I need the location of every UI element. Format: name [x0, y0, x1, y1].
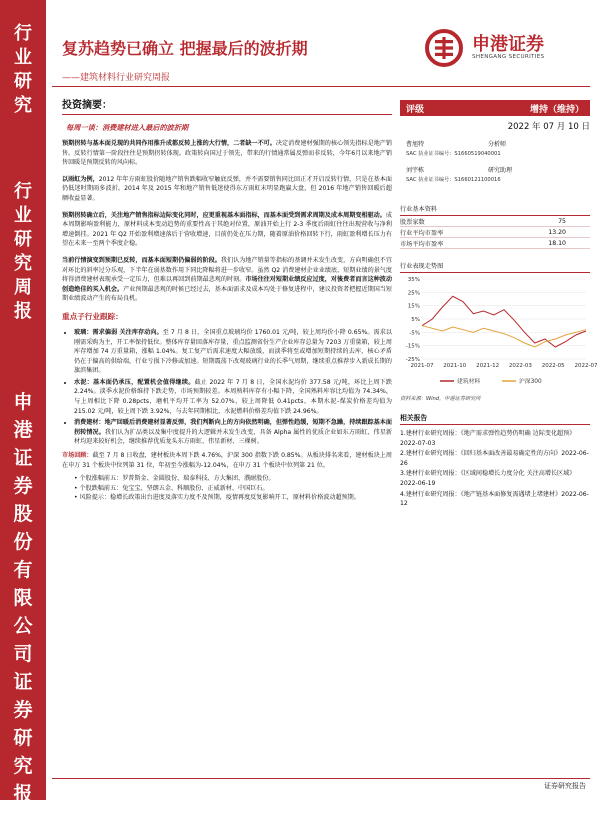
item-body: 我们认为扩品类以及集中度提升的大逻辑并未发生改变，具备 Alpha 属性的优质企业如东方雨虹、伟星新材均迎来较好机会，继续推荐优质龙头东方雨虹、伟星新材、三棵树。: [74, 428, 393, 446]
analyst-role: 研究助理: [488, 167, 513, 174]
chart-xtick-label: 2021-10: [443, 363, 467, 369]
legend-label: 沪深300: [519, 379, 542, 385]
header-divider: [52, 86, 590, 87]
table-cell-label: 行业平均市盈率: [400, 227, 497, 238]
analyst-role: 分析师: [488, 141, 507, 148]
related-reports-list: [400, 429, 590, 509]
logo-text-cn: 申港证券: [472, 34, 544, 55]
risk-warning-text: 风险提示：稳增长政策出台进度及落实力度不及预期，疫情再度反复影响开工，原材料价格波动超预期。: [79, 494, 360, 502]
left-sidebar: [0, 0, 46, 833]
analyst-cert-row: [400, 150, 590, 160]
chart-ytick-label: -5%: [409, 330, 420, 337]
chart-ytick-label: -25%: [405, 357, 420, 363]
list-item: [74, 378, 392, 416]
stock-losers-text: 个股跌幅前五：兔宝宝、坚朗五金、科顺股份、正威新材、中国巨石。: [79, 484, 269, 492]
analyst-cert: SAC 执业证书编号：S1660121100016: [406, 177, 501, 183]
paragraph-emphasis: 市场往往对短期业绩反应过度，对後费者而言这种波动创造绝佳的买入机会。: [62, 276, 393, 293]
industry-list: [62, 328, 392, 447]
table-cell-value: 18.10: [497, 238, 590, 249]
chart-ytick-label: 25%: [407, 290, 420, 297]
paragraph-body: 成本周期影响盈利能力，原材料成本变动趋势的重要性高于其绝对位置，原油开始上行 2-3 季度后雨虹往往出现营收与净利增速倒挂。2021 年 Q2 开始盈利增速落后于营收增速，目前仍处在压力期，随着原油价格回转下行，雨虹盈利增长压力有望在未来一至两个季度企稳。: [62, 211, 392, 248]
table-cell-label: 市场平均市盈率: [400, 238, 497, 249]
report-date: 2022 年 07 月 10 日: [507, 122, 590, 132]
chart-xtick-label: 2022-03: [508, 363, 532, 369]
chart-ytick-label: -15%: [405, 343, 420, 350]
summary-heading: 投资摘要：: [62, 96, 392, 115]
list-item: [74, 418, 392, 447]
market-review: [62, 451, 392, 470]
paragraph-body: 2012 年年方雨虹股价随地产销售跌幅收窄触底反弹，并不需要销售同比回正才开启反转行情，只是在基本面仍低迷时期雨多波折。2014 年及 2015 年和地产销售低迷使得东方雨虹末明显跑赢大盘，但 2016 年地产销售回暖后超额收益显著。: [62, 175, 393, 202]
paragraph-body: 决定消费建材强期的核心领先指标是地产销售。反转行情第一阶段往往是预期拐转体现。政策转向国过于领先，带来的行情通常属反弹而非反转，今年6月以来地产销售回暖是预期反转的风向标。: [62, 140, 393, 167]
analyst-name: 刘宇栋: [406, 167, 425, 174]
chart-xtick-label: 2022-05: [541, 363, 565, 369]
list-item: [74, 328, 392, 376]
report-subtitle: ——建筑材料行业研究周报: [62, 73, 171, 83]
sidebar-category-label: 行 业 研 究: [14, 23, 32, 116]
rating-bar: [400, 100, 590, 116]
chart-xtick-label: 2022-07: [574, 363, 598, 369]
analyst-block: [400, 140, 590, 186]
basic-data-table: [400, 216, 590, 249]
paragraph-body: 产业预期最悲观的时候已经过去，基本面需求及成本均处于修复进程中，建议投资者把握近期国当短期业绩波动产生的布局良机。: [62, 285, 393, 303]
table-cell-label: 股票家数: [400, 216, 497, 227]
table-row: [400, 238, 590, 249]
analyst-row: [400, 166, 590, 176]
report-title: 复苏趋势已确立 把握最后的波折期: [62, 39, 308, 58]
chart-ytick-label: 35%: [407, 277, 420, 283]
rating-label: 评级: [406, 105, 425, 115]
related-report-link[interactable]: 2.建材行业研究周报：《回归基本面改善最易确定性的方向》2022-06-26: [400, 450, 589, 467]
analyst-cert-row: [400, 176, 590, 186]
main-content: [62, 96, 392, 503]
item-body: 至 7 月 8 日，全国重点玻璃均价 1760.01 元/吨，较上周均价小降 0.65%。需求以刚需采购为主，开工率保持低位。整体库存量回落库存量，重点监测省份生产企业库存总量为 7203 万重量箱，较上周库存增加 74 万重量箱，涨幅 1.04%。复工复产后需求速度大幅放缓，而淡季将至或增加短期持续的去库，核心矛盾仍在于偏高的供给端，行业亏损下冷修或加速。短期震荡下改观玻璃行业的长季气周期，继续重点推荐步入新成长期的旗滨集团。: [74, 328, 392, 375]
chart-xtick-label: 2021-12: [476, 363, 500, 369]
related-reports-title: 相关报告: [400, 412, 590, 425]
basic-data-title: 行业基本资料: [400, 204, 590, 216]
related-report-link[interactable]: 1.建材行业研究周报：《地产需求弹性趋势仍明确 边际变化超预》2022-07-03: [400, 430, 576, 447]
item-lead: 玻璃：需求偏弱 关注库存动向。: [74, 328, 163, 336]
item-lead: 水泥：基本面仍承压，配置机会值得继续。: [74, 378, 195, 386]
logo-emblem-icon: [424, 28, 464, 68]
logo-text-en: SHENGANG SECURITIES: [472, 54, 545, 60]
analyst-cert: SAC 执业证书编号：S1660519040001: [406, 151, 501, 157]
analyst-row: [400, 140, 590, 150]
table-row: [400, 216, 590, 227]
paragraph-lead: 预期拐转与基本面兑现的共同作用推升成都反转上涨的大行情，二者缺一不可。: [62, 140, 276, 147]
chart-source: 资料来源：Wind，申港证券研究所: [400, 396, 481, 402]
footer-text: 证券研究报告: [544, 782, 586, 790]
stock-losers: • 个股跌幅前五：兔宝宝、坚朗五金、科顺股份、正威新材、中国巨石。: [74, 484, 269, 492]
paragraph-lead: 以雨虹为例，: [62, 175, 99, 183]
market-review-label: 市场回顾：: [62, 452, 93, 460]
summary-paragraph: [62, 175, 392, 204]
summary-paragraph: [62, 211, 392, 249]
chart-xtick-label: 2021-07: [410, 363, 434, 369]
sidebar-report-type: 行 业 研 究 周 报: [14, 181, 32, 322]
item-lead: 消费建材：地产回暖后消费建材显著反弹，我们判断向上的方向依然明确，但弹性趋缓，短期不急躁，持续跟踪基本面拐转情况。: [74, 419, 392, 436]
table-cell-value: 13.20: [497, 227, 590, 238]
side-panel: [400, 100, 598, 510]
chart-svg: [400, 273, 598, 393]
table-row: [400, 227, 590, 238]
paragraph-lead: 预期拐转确立后，关注地产销售指标边际变化同时，应更重视基本面指标，而基本面受到需求周期及成本周期变相驱动。: [62, 211, 386, 219]
summary-paragraph: [62, 139, 392, 168]
company-logo: [424, 28, 584, 68]
risk-warning: • 风险提示：稳增长政策出台进度及落实力度不及预期，疫情再度反复影响开工，原材料价格波动超预期。: [74, 494, 360, 502]
related-report-link[interactable]: 3.建材行业研究周报：《区域间稳增长力度分化 关注高增长区域》2022-06-19: [400, 470, 576, 487]
weekly-topic-heading: 每周一谈：消费建材进入最后的波折期: [66, 123, 189, 132]
chart-ytick-label: 5%: [411, 317, 420, 323]
performance-chart: [400, 273, 598, 393]
related-report-link[interactable]: 4.建材行业研究周报：《地产链基本面修复需遇堵上堵建材》2022-06-12: [400, 490, 589, 508]
item-body: 截止 2022 年 7 月 8 日，全国水泥均价 377.58 元/吨，环比上周下跌 2.24%。淡季水泥价格维持下跌走势，市场预期较差。本周熟料库存有小幅下降，全国熟料库容比均值为 74.34%，与上周相比下降 0.28pcts，磨机平均开工率为 52.07%，较上周降低 0.41pcts，本期水泥-煤炭价格差均值为 215.02 元/吨，较上周下跌 3.92%，与去年同期相比，水泥燃料价格差均值下跌 24.96%。: [74, 378, 392, 415]
legend-label: 建筑材料: [457, 379, 481, 385]
summary-paragraph: [62, 256, 392, 304]
table-cell-value: 75: [497, 216, 590, 227]
chart-series-line: [422, 296, 586, 347]
page-footer: [52, 778, 590, 790]
chart-title: 行业表现走势图: [400, 261, 590, 273]
paragraph-body: 我们认为地产销量等指标的基调并未发生改变，方向明确但不宜对环比的斜率过分乐观，下半年在弱基数作用下同比降幅将进一步收窄。虽然 Q2 消费建材企业业绩底，短期业绩的景气度将得清费建材表现承受一定压力，但难以再回到前期最悲观的时刻。: [62, 256, 393, 284]
market-review-text: 截至 7 月 8 日收盘，建材板块本周下跌 4.76%，沪深 300 指数下跌 0.85%。从板块排名来看，建材板块上周在申万 31 个板块中位列第 31 位，年初至今涨幅为-12.04%，在申万 31 个板块中位列第 21 位。: [62, 452, 392, 469]
stock-gainers-text: 个股涨幅前五：罗普斯金、金圆股份、瑞泰科技、方大集团、濮耐股份。: [79, 475, 275, 483]
stock-gainers: • 个股涨幅前五：罗普斯金、金圆股份、瑞泰科技、方大集团、濮耐股份。: [74, 475, 275, 483]
analyst-name: 曹旭特: [406, 141, 425, 148]
industry-heading: 重点子行业跟踪：: [62, 311, 123, 321]
sidebar-company-name: 申 港 证 券 股 份 有 限 公 司 证 券 研 究 报 告: [13, 391, 33, 833]
paragraph-lead: 当前行情演变到预期已反转，而基本面短期仍偏弱的阶段。: [62, 256, 221, 264]
rating-value: 增持（维持）: [529, 105, 584, 115]
chart-ytick-label: 15%: [407, 303, 420, 310]
